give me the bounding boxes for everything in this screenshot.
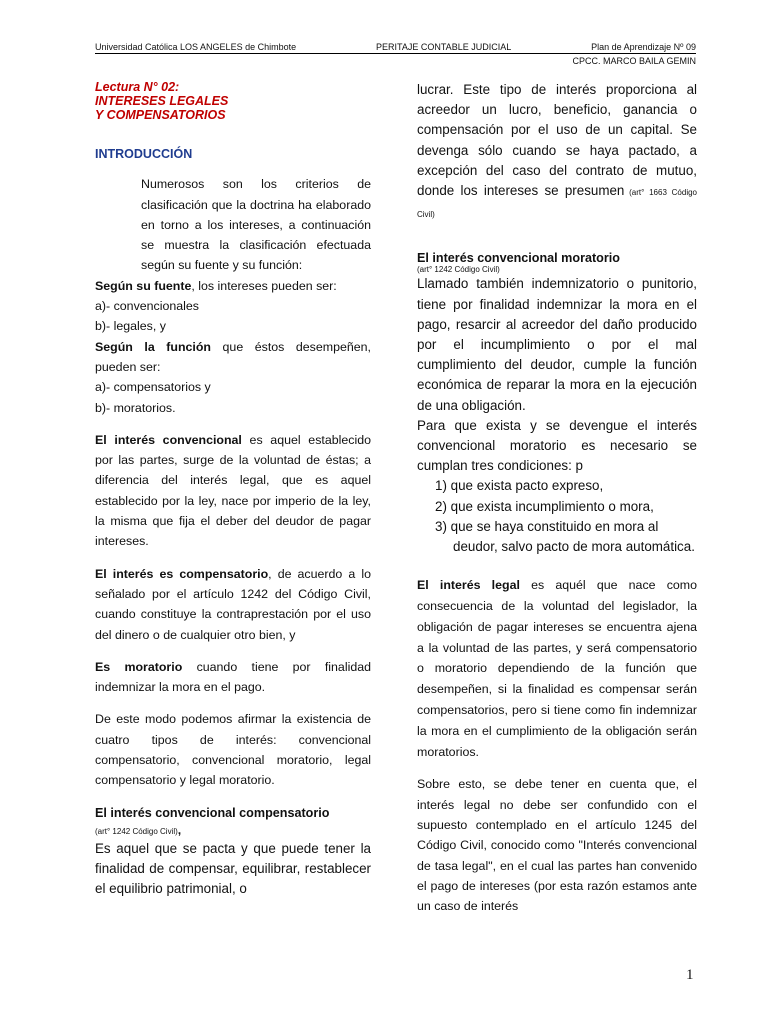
condition-1: 1) que exista pacto expreso,: [435, 478, 604, 494]
fuente-b: b)- legales, y: [95, 319, 166, 334]
title-line-1: INTERESES LEGALES: [95, 94, 229, 108]
fuente-a: a)- convencionales: [95, 299, 200, 314]
cuatro-tipos-paragraph: De este modo podemos afirmar la existencia de cuatro tipos de interés: convencional compensatorio, convencional moratorio, legal compensatorio y legal moratorio.: [95, 712, 371, 788]
conditions-list: [417, 476, 697, 557]
left-column: [95, 80, 371, 900]
segun-funcion: Según la función que éstos desempeñen, pueden ser:: [95, 339, 371, 374]
conv-comp-text: Es aquel que se pacta y que puede tener la finalidad de compensar, equilibrar, restablecer el equilibrio patrimonial, o: [95, 840, 371, 897]
legal-paragraph: El interés legal es aquél que nace como consecuencia de la voluntad del legislador, la obligación de pagar intereses se encuentra ajena a la voluntad de las partes, y será compensatorio o moratorio dependiendo de la función que desempeñen, si la finalidad es compensar serán compensatorios, pero si tiene como fin indemnizar la mora en el cumplimiento de la obligación serán moratorios.: [417, 578, 697, 759]
moratorio-paragraph: Es moratorio cuando tiene por finalidad indemnizar la mora en el pago.: [95, 659, 371, 695]
conv-comp-heading: El interés convencional compensatorio: [95, 805, 330, 820]
segun-fuente: Según su fuente, los intereses pueden ser:: [95, 278, 337, 293]
conv-mor-heading: El interés convencional moratorio: [417, 251, 620, 266]
header-university: Universidad Católica LOS ANGELES de Chimbote: [95, 42, 297, 52]
intro-heading: INTRODUCCIÓN: [95, 147, 193, 161]
funcion-b: b)- moratorios.: [95, 400, 176, 415]
page-header: [95, 42, 696, 66]
funcion-a: a)- compensatorios y: [95, 380, 211, 395]
conv-comp-ref: (art° 1242 Código Civil),: [95, 822, 182, 837]
right-column: [417, 80, 697, 917]
condition-2: 2) que exista incumplimiento o mora,: [435, 498, 654, 514]
compensatorio-paragraph: El interés es compensatorio, de acuerdo a lo señalado por el artículo 1242 del Código Civil, cuando constituye la contraprestación por el uso del dinero o de cualquier otro bien, y: [95, 566, 372, 642]
convencional-paragraph: El interés convencional es aquel establecido por las partes, surge de la voluntad de éstas; a diferencia del interés legal, que es aquel establecido por la ley, nace por imperio de la ley, la misma que fija el deber del deudor de pagar intereses.: [95, 432, 371, 549]
lectura-label: Lectura N° 02:: [95, 80, 180, 94]
header-plan: Plan de Aprendizaje Nº 09: [591, 42, 696, 52]
continuation-paragraph: lucrar. Este tipo de interés proporciona al acreedor un lucro, beneficio, ganancia o compensación por el uso de un capital. Se devenga sólo cuando se haya pactado, a excepción del caso del contrato de mutuo, donde los intereses se presumen (art° 1663 Código Civil): [417, 82, 697, 220]
header-author: CPCC. MARCO BAILA GEMIN: [572, 56, 696, 66]
page-number: 1: [686, 967, 694, 983]
title-line-2: Y COMPENSATORIOS: [95, 108, 226, 122]
conv-mor-text: Llamado también indemnizatorio o punitorio, tiene por finalidad indemnizar la mora en el pago, resarcir al acreedor del daño producido por el incumplimiento o por el mal cumplimiento del deudor, cumple la función económica de reparar la mora en la ejecución de una obligación.: [417, 276, 697, 413]
conv-mor-ref: (art° 1242 Código Civil): [417, 265, 500, 275]
header-course: PERITAJE CONTABLE JUDICIAL: [376, 42, 512, 52]
sobre-paragraph: Sobre esto, se debe tener en cuenta que, el interés legal no debe ser confundido con el supuesto contemplado en el artículo 1245 del Código Civil, conocido como "Interés convencional de tasa legal", en el cual las partes han convenido el pago de intereses (por esta razón estamos ante un caso de interés: [417, 777, 697, 914]
conditions-intro: Para que exista y se devengue el interés convencional moratorio es necesario se cumplan tres condiciones: p: [417, 417, 697, 474]
condition-3: 3) que se haya constituido en mora al deudor, salvo pacto de mora automática.: [435, 518, 695, 555]
intro-paragraph: Numerosos son los criterios de clasificación que la doctrina ha elaborado en torno a los intereses, a continuación se muestra la clasificación efectuada según su fuente y su función:: [141, 177, 371, 273]
